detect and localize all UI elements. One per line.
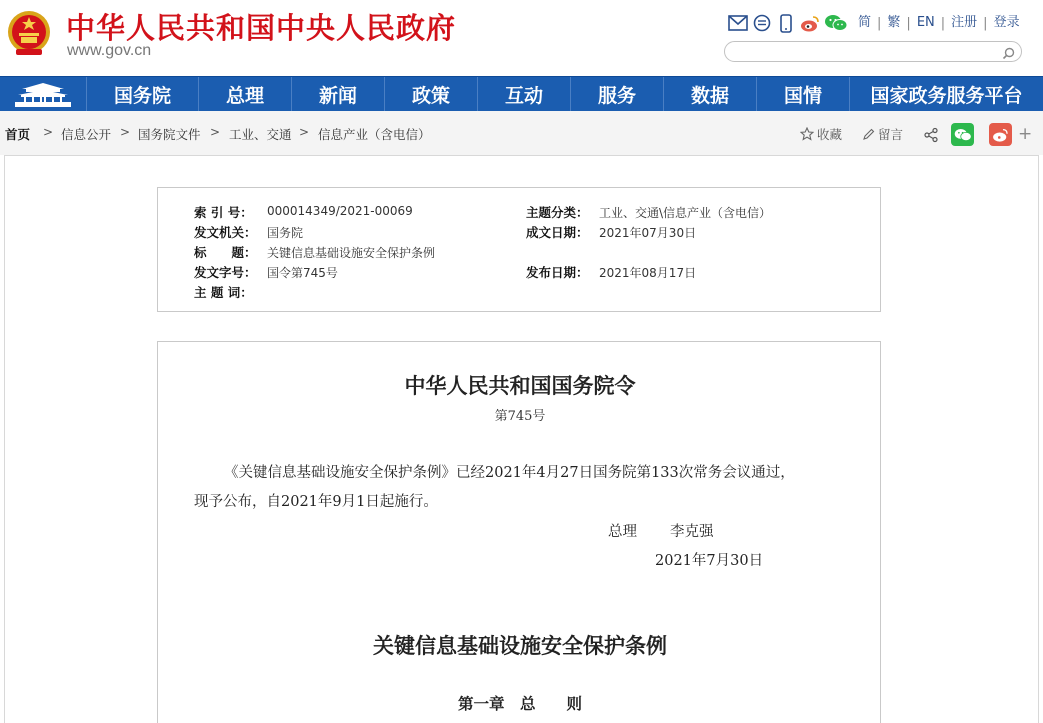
nav-item-services[interactable]: 服务 [570,77,663,112]
nav-item-interaction[interactable]: 互动 [477,77,570,112]
publish-date-label: 发布日期： [526,265,589,280]
share-icon[interactable] [919,123,942,146]
more-share-button[interactable]: + [1018,124,1033,144]
mobile-icon[interactable] [776,13,796,33]
wechat-icon[interactable] [824,13,848,33]
search-input[interactable] [724,41,1022,62]
main-nav [0,76,1043,111]
lang-english-link[interactable]: EN [916,15,935,30]
chapter-title: 第一章 总 则 [457,694,582,713]
site-header [0,0,1043,76]
document-body [157,341,881,723]
signature-date: 2021年7月30日 [655,553,764,569]
message-icon[interactable] [752,13,772,33]
utility-links [728,12,1026,34]
announcement-line-1: 《关键信息基础设施安全保护条例》已经2021年4月27日国务院第133次常务会议通过， [224,465,795,481]
breadcrumb-separator: > [120,125,131,139]
pencil-icon [862,128,875,141]
category-label: 主题分类： [526,205,589,220]
site-title[interactable]: 中华人民共和国中央人民政府 [66,11,457,45]
lang-simplified-link[interactable]: 简 [858,15,872,30]
breadcrumb-info-disclosure[interactable]: 信息公开 [61,127,112,142]
breadcrumb-home[interactable]: 首页 [5,127,31,142]
issuer-label: 发文机关： [194,225,257,240]
publish-date-value: 2021年08月17日 [599,266,697,280]
issuer-value: 国务院 [267,226,304,240]
written-date-value: 2021年07月30日 [599,226,697,240]
favorite-label: 收藏 [817,127,843,142]
nav-item-premier[interactable]: 总理 [198,77,291,112]
order-number: 第745号 [494,409,546,424]
favorite-button[interactable] [800,125,842,143]
nav-item-policy[interactable]: 政策 [384,77,477,112]
breadcrumb-separator: > [210,125,221,139]
doc-number-label: 发文字号： [194,265,257,280]
nav-item-gov-service-platform[interactable]: 国家政务服务平台 [849,77,1043,112]
star-icon [800,127,814,141]
written-date-label: 成文日期： [526,225,589,240]
document-title: 中华人民共和国国务院令 [404,373,636,398]
doc-number-value: 国令第745号 [267,266,338,280]
title-label: 标 题： [194,245,257,260]
subject-label: 主 题 词： [194,285,253,300]
index-label: 索 引 号： [194,205,253,220]
login-link[interactable]: 登录 [993,15,1020,30]
tiananmen-icon[interactable] [0,77,86,112]
signatory-name: 李克强 [670,524,714,540]
separator: | [940,15,946,31]
comment-label: 留言 [878,127,904,142]
weibo-share-icon[interactable] [989,123,1012,146]
weibo-icon[interactable] [800,13,820,33]
index-value: 000014349/2021-00069 [267,204,413,218]
regulation-title: 关键信息基础设施安全保护条例 [373,633,667,658]
breadcrumb-state-council-docs[interactable]: 国务院文件 [138,127,201,142]
signatory-title: 总理 [608,524,637,540]
breadcrumb-info-industry[interactable]: 信息产业（含电信） [318,127,431,142]
announcement-line-2: 现予公布，自2021年9月1日起施行。 [194,494,438,510]
nav-item-state-council[interactable]: 国务院 [86,77,198,112]
breadcrumb-industry-transport[interactable]: 工业、交通 [229,127,292,142]
site-domain: www.gov.cn [67,42,152,59]
category-value: 工业、交通\信息产业（含电信） [599,206,772,220]
national-emblem-icon[interactable] [6,8,52,58]
separator: | [906,15,911,31]
breadcrumb [0,111,1043,155]
nav-item-news[interactable]: 新闻 [291,77,384,112]
lang-traditional-link[interactable]: 繁 [887,15,901,30]
mail-icon[interactable] [728,13,748,33]
nav-item-national-info[interactable]: 国情 [756,77,849,112]
breadcrumb-separator: > [299,125,310,139]
comment-button[interactable] [862,125,903,143]
separator: | [983,15,988,31]
nav-item-data[interactable]: 数据 [663,77,756,112]
wechat-share-icon[interactable] [951,123,974,146]
title-value: 关键信息基础设施安全保护条例 [267,246,436,260]
breadcrumb-separator: > [43,125,54,139]
document-meta-table [157,187,881,312]
separator: | [877,15,882,31]
register-link[interactable]: 注册 [951,15,978,30]
search-icon[interactable] [1002,45,1015,64]
